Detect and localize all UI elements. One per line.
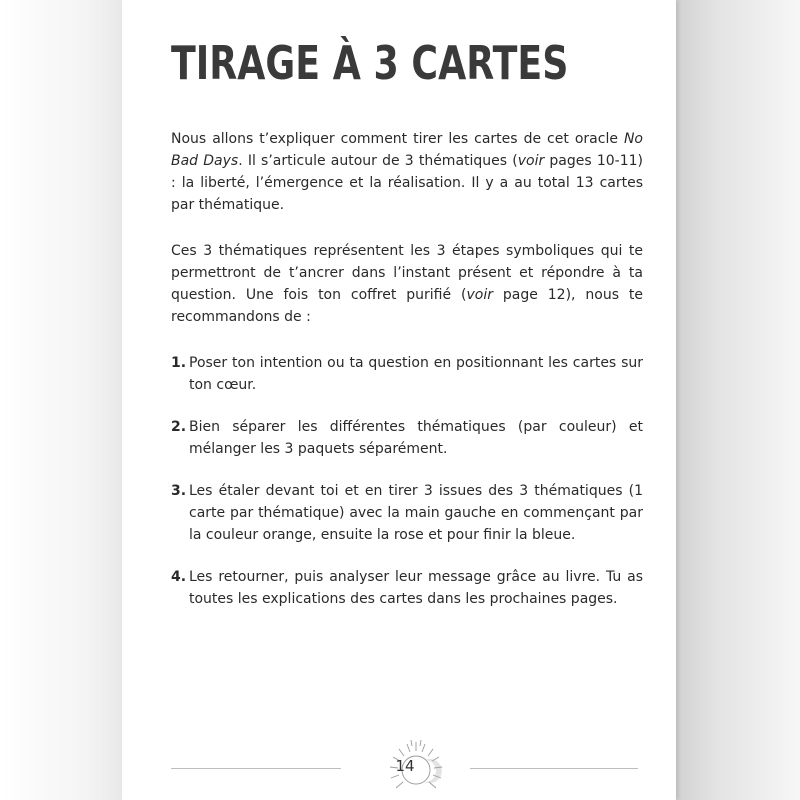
themes-text-1: Ces 3 thématiques représentent les 3 étapes symboliques qui te permettront de t’ancrer dans l’instant présent et répondre à ta question. Une fois ton coffret purifié (: [171, 243, 643, 303]
intro-text-1: Nous allons t’expliquer comment tirer les cartes de cet oracle: [171, 131, 624, 147]
list-item: [171, 352, 643, 396]
intro-text-3: pages 10-11) : la liberté, l’émergence et la réalisation. Il y a au total 13 cartes par thématique.: [171, 153, 643, 213]
list-item: [171, 566, 643, 610]
voir-reference: voir: [466, 287, 493, 303]
step-number: 3.: [171, 483, 187, 499]
list-item: [171, 416, 643, 460]
step-number: 4.: [171, 569, 187, 585]
themes-paragraph: [171, 240, 643, 328]
step-number: 2.: [171, 419, 187, 435]
intro-paragraph: [171, 128, 643, 216]
step-text: Les retourner, puis analyser leur message grâce au livre. Tu as toutes les explications des cartes dans les prochaines pages.: [189, 569, 643, 607]
steps-list: [171, 352, 643, 630]
themes-text-2: page 12), nous te recommandons de :: [171, 287, 644, 325]
list-item: [171, 480, 643, 546]
step-text: Les étaler devant toi et en tirer 3 issues des 3 thématiques (1 carte par thématique) avec la main gauche en commençant par la couleur orange, ensuite la rose et pour finir la bleue.: [189, 483, 643, 543]
intro-text-2: . Il s’articule autour de 3 thématiques (: [238, 153, 518, 169]
oracle-name: No Bad Days: [171, 131, 643, 169]
right-page-edge: [676, 0, 800, 800]
step-text: Poser ton intention ou ta question en positionnant les cartes sur ton cœur.: [189, 355, 643, 393]
step-number: 1.: [171, 355, 187, 371]
book-page: [122, 0, 676, 800]
step-text: Bien séparer les différentes thématiques (par couleur) et mélanger les 3 paquets séparément.: [189, 419, 643, 457]
page-number: 14: [395, 757, 415, 775]
footer-divider-right: [470, 768, 638, 769]
footer-divider-left: [171, 768, 341, 769]
left-background: [0, 0, 122, 800]
page-title: TIRAGE À 3 CARTES: [171, 36, 569, 90]
voir-reference: voir: [517, 153, 545, 169]
